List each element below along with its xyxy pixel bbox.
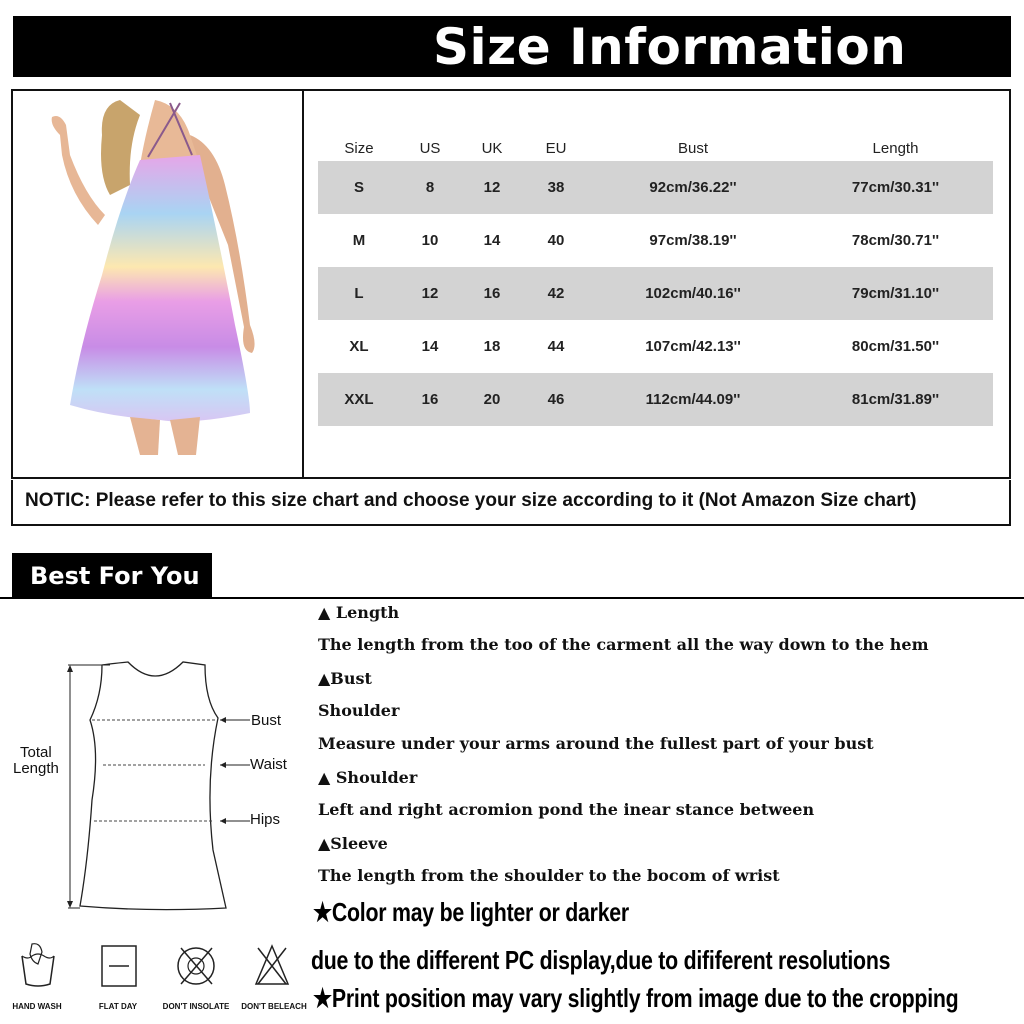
table-cell: XL — [349, 338, 369, 355]
table-cell: 12 — [483, 179, 501, 196]
table-cell: 18 — [483, 338, 501, 355]
care-label-do-not-bleach: DON'T BELEACH — [241, 1002, 307, 1011]
section-divider — [0, 597, 1024, 599]
table-cell: S — [353, 179, 364, 196]
table-row — [318, 373, 993, 426]
table-cell: 10 — [421, 232, 439, 249]
model-photo — [40, 95, 280, 465]
instruction-heading-sleeve: ▲Sleeve — [318, 834, 388, 853]
instruction-heading-length: ▲ Length — [318, 603, 400, 622]
table-cell: 97cm/38.19'' — [649, 232, 737, 249]
table-row — [318, 320, 993, 373]
table-cell: 8 — [425, 179, 435, 196]
table-row — [318, 267, 993, 320]
table-cell: 80cm/31.50'' — [851, 338, 940, 355]
table-cell: 112cm/44.09'' — [645, 391, 741, 408]
table-cell: 78cm/30.71'' — [851, 232, 940, 249]
notice-box — [11, 480, 1011, 526]
table-cell: 16 — [483, 285, 501, 302]
table-cell: 102cm/40.16'' — [645, 285, 741, 302]
table-cell: 42 — [547, 285, 565, 302]
bust-label: Bust — [251, 712, 282, 729]
table-cell: 38 — [547, 179, 565, 196]
do-not-bleach-icon — [256, 946, 288, 984]
table-row — [318, 214, 993, 267]
table-cell: 12 — [421, 285, 439, 302]
table-cell: 81cm/31.89'' — [851, 391, 940, 408]
do-not-insolate-icon — [178, 948, 214, 984]
care-label-hand-wash: HAND WASH — [12, 1002, 62, 1011]
column-header-bust: Bust — [677, 140, 708, 157]
column-header-us: US — [419, 140, 441, 157]
care-icons-row — [18, 940, 298, 1000]
table-cell: L — [354, 285, 364, 302]
table-cell: XXL — [344, 391, 374, 408]
instruction-text: Left and right acromion pond the inear stance between — [318, 800, 815, 819]
best-for-you-tab — [12, 553, 212, 597]
table-cell: 14 — [483, 232, 501, 249]
page-title: Size Information — [433, 18, 907, 76]
column-header-size: Size — [344, 140, 374, 157]
note-display: due to the different PC display,due to dififerent resolutions — [311, 945, 891, 975]
care-label-do-not-insolate: DON'T INSOLATE — [162, 1002, 230, 1011]
table-cell: 44 — [547, 338, 565, 355]
flat-dry-icon — [102, 946, 136, 986]
column-header-eu: EU — [545, 140, 567, 157]
best-for-you-label: Best For You — [30, 562, 200, 590]
column-header-uk: UK — [481, 140, 503, 157]
table-cell: 107cm/42.13'' — [645, 338, 741, 355]
table-cell: 20 — [483, 391, 501, 408]
hand-wash-icon — [22, 944, 54, 986]
table-cell: 77cm/30.31'' — [851, 179, 940, 196]
note-print-position: ★Print position may vary slightly from image due to the cropping — [313, 983, 959, 1013]
total-length-label: Total — [20, 744, 52, 761]
measurement-diagram — [0, 640, 310, 930]
instruction-text: The length from the shoulder to the bocom of wrist — [318, 866, 780, 885]
table-cell: 16 — [421, 391, 439, 408]
table-cell: 46 — [547, 391, 565, 408]
care-label-flat-dry: FLAT DAY — [98, 1002, 138, 1011]
title-bar — [13, 16, 1011, 77]
column-header-length: Length — [872, 140, 919, 157]
instruction-heading-shoulder: ▲ Shoulder — [318, 768, 418, 787]
hips-label: Hips — [250, 811, 281, 828]
table-cell: 79cm/31.10'' — [851, 285, 940, 302]
total-length-label-2: Length — [13, 760, 59, 777]
note-color: ★Color may be lighter or darker — [313, 897, 629, 927]
instruction-text: The length from the too of the carment all the way down to the hem — [318, 635, 929, 654]
size-table — [318, 125, 993, 426]
frame-divider — [302, 89, 304, 479]
table-cell: M — [352, 232, 366, 249]
waist-label: Waist — [250, 756, 287, 773]
table-cell: 92cm/36.22'' — [649, 179, 737, 196]
table-header-row — [318, 125, 993, 161]
instruction-text: Measure under your arms around the fullest part of your bust — [318, 734, 874, 753]
instruction-heading-bust: ▲Bust — [318, 669, 372, 688]
instruction-text: Shoulder — [318, 701, 400, 720]
notice-text: NOTIC: Please refer to this size chart and choose your size according to it (Not Amazon Size chart) — [25, 490, 917, 511]
table-row — [318, 161, 993, 214]
table-cell: 40 — [547, 232, 565, 249]
table-cell: 14 — [421, 338, 439, 355]
